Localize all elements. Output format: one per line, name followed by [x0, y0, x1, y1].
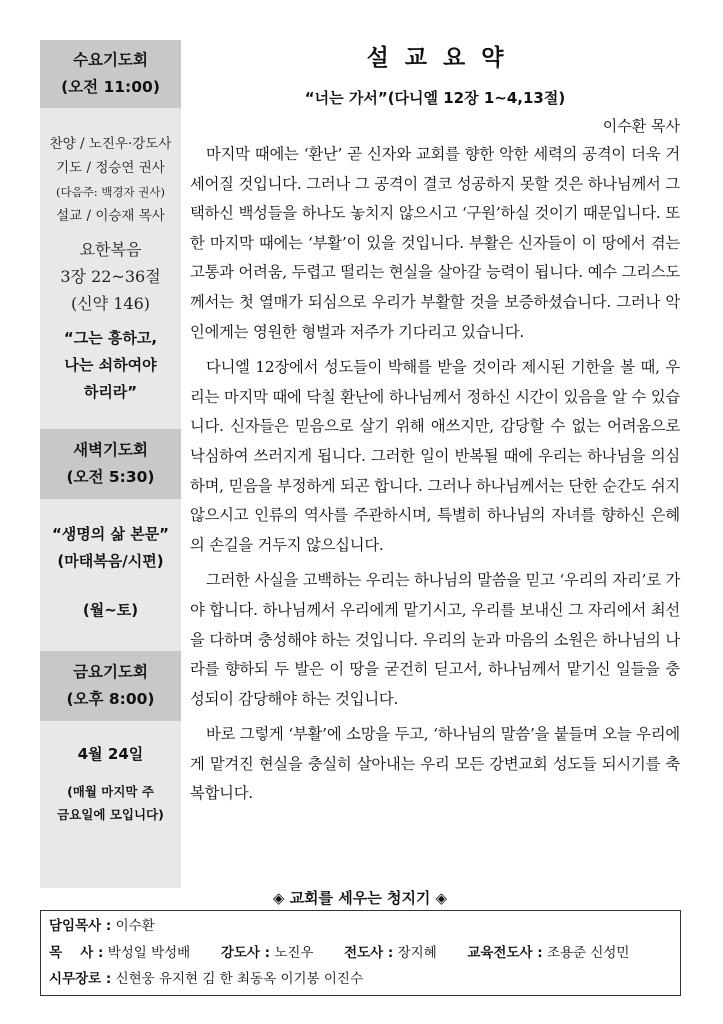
dawn-text-name: “생명의 삶 본문” — [51, 525, 170, 543]
dawn-days: (월~토) — [82, 601, 139, 619]
evangelist-name: 장지혜 — [397, 944, 437, 961]
reading-range: 3장 22~36절 — [60, 267, 161, 286]
evangelist-label: 전도사 : — [344, 944, 394, 961]
key-verse — [40, 317, 181, 429]
sermon-summary-title: 설교요약 — [366, 45, 520, 71]
service-sidebar — [40, 40, 181, 888]
role-sermon: 설교 / 이승재 목사 — [56, 208, 165, 224]
staff-box — [40, 910, 681, 996]
sermon-subtitle: “너는 가서”(다니엘 12장 1~4,13절) — [304, 89, 566, 107]
stewards-heading: ◈ 교회를 세우는 청지기 ◈ — [272, 889, 448, 907]
sermon-author: 이수환 목사 — [602, 117, 680, 135]
staff-row-elders — [49, 966, 672, 993]
scripture-reading — [40, 228, 181, 317]
sermon-paragraph-1: 마지막 때에는 ‘환난’ 곧 신자와 교회를 향한 악한 세력의 공격이 더욱 거세어질 것입니다. 그러나 그 공격이 결코 성공하지 못할 것은 하나님께서 그 택하신 백성들을 하나도 놓치지 않으시고 ‘구원’하실 것이기 때문입니다. 또한 마지막 때에는 ‘부활’이 있을 것입니다. 부활은 신자들이 이 땅에서 겪는 고통과 어려움, 두렵고 떨리는 현실을 살아갈 능력이 됩니다. 예수 그리스도께서는 첫 열매가 되심으로 우리가 부활할 것을 보증하셨습니다. 그러나 악인에게는 영원한 형벌과 저주가 기다리고 있습니다. — [190, 145, 680, 341]
reading-page: (신약 146) — [70, 294, 151, 313]
sermon-paragraph-3: 그러한 사실을 고백하는 우리는 하나님의 말씀을 믿고 ‘우리의 자리’로 가야 합니다. 하나님께서 우리에게 맡기시고, 우리를 보내신 그 자리에서 최선을 다하며 충성해야 하는 것입니다. 우리의 눈과 마음의 소원은 하나님의 나라를 향하되 두 발은 이 땅을 굳건히 딛고서, 하나님께서 맡기신 일들을 충성되이 감당해야 하는 것입니다. — [190, 571, 681, 708]
pastors-names: 박성일 박성배 — [107, 944, 191, 961]
wednesday-prayer-time: (오전 11:00) — [61, 78, 160, 96]
friday-prayer-title: 금요기도회 — [73, 663, 148, 681]
friday-date: 4월 24일 — [77, 745, 144, 763]
role-prayer-next: (다음주: 백경자 권사) — [55, 185, 166, 199]
wednesday-prayer-header — [40, 40, 181, 108]
elders-label: 시무장로 : — [49, 971, 112, 987]
verse-line-1: “그는 흥하고, — [63, 329, 158, 347]
dawn-text-books: (마태복음/시편) — [57, 552, 164, 570]
friday-prayer-info — [40, 721, 181, 826]
senior-pastor-label: 담임목사 : — [49, 918, 112, 934]
pastors-label: 목 사 : — [49, 944, 104, 961]
dawn-prayer-time: (오전 5:30) — [66, 468, 155, 486]
friday-note-line-1: (매월 마지막 주 — [67, 784, 154, 799]
edu-evangelist-names: 조용준 신성민 — [546, 944, 630, 961]
edu-evangelist-label: 교육전도사 : — [467, 944, 543, 961]
verse-line-3: 하리라” — [83, 383, 138, 401]
staff-row-ministers — [49, 940, 672, 967]
probationer-name: 노진우 — [274, 944, 314, 961]
friday-note-line-2: 금요일에 모입니다) — [57, 807, 164, 822]
senior-pastor-name: 이수환 — [115, 918, 155, 934]
friday-prayer-header — [40, 651, 181, 721]
sermon-paragraph-2: 다니엘 12장에서 성도들이 박해를 받을 것이라 제시된 기한을 볼 때, 우리는 마지막 때에 닥칠 환난에 하나님께서 정하신 시간이 있음을 알 수 있습니다. 신자들은 믿음으로 살기 위해 애쓰지만, 감당할 수 없는 어려움으로 낙심하여 쓰러지게 됩니다. 그러한 일이 반복될 때에 우리는 하나님을 의심하며, 믿음을 부정하게 되곤 합니다. 그러나 하나님께서는 단한 순간도 쉬지 않으시고 인류의 역사를 주관하시며, 특별히 하나님의 자녀를 향하신 은혜의 손길을 거두지 않으십니다. — [190, 358, 680, 554]
reading-book: 요한복음 — [79, 240, 142, 259]
elders-names: 신현웅 유지현 김 한 최동옥 이기봉 이진수 — [115, 971, 364, 987]
dawn-prayer-title: 새벽기도회 — [73, 441, 148, 459]
sermon-paragraph-4: 바로 그렇게 ‘부활’에 소망을 두고, ‘하나님의 말씀’을 붙들며 오늘 우리에게 맡겨진 현실을 충실히 살아내는 우리 모든 강변교회 성도들 되시기를 축복합니다. — [190, 725, 680, 803]
role-prayer: 기도 / 정승연 권사 — [56, 160, 165, 176]
verse-line-2: 나는 쇠하여야 — [64, 356, 157, 374]
staff-row-senior — [49, 913, 672, 940]
dawn-prayer-info — [40, 499, 181, 651]
probationer-label: 강도사 : — [220, 944, 271, 961]
role-praise: 찬양 / 노진우·강도사 — [49, 136, 172, 152]
dawn-prayer-header — [40, 429, 181, 499]
sermon-summary — [190, 38, 680, 809]
wednesday-roles — [40, 108, 181, 228]
wednesday-prayer-title: 수요기도회 — [73, 51, 148, 69]
friday-prayer-time: (오후 8:00) — [66, 690, 155, 708]
